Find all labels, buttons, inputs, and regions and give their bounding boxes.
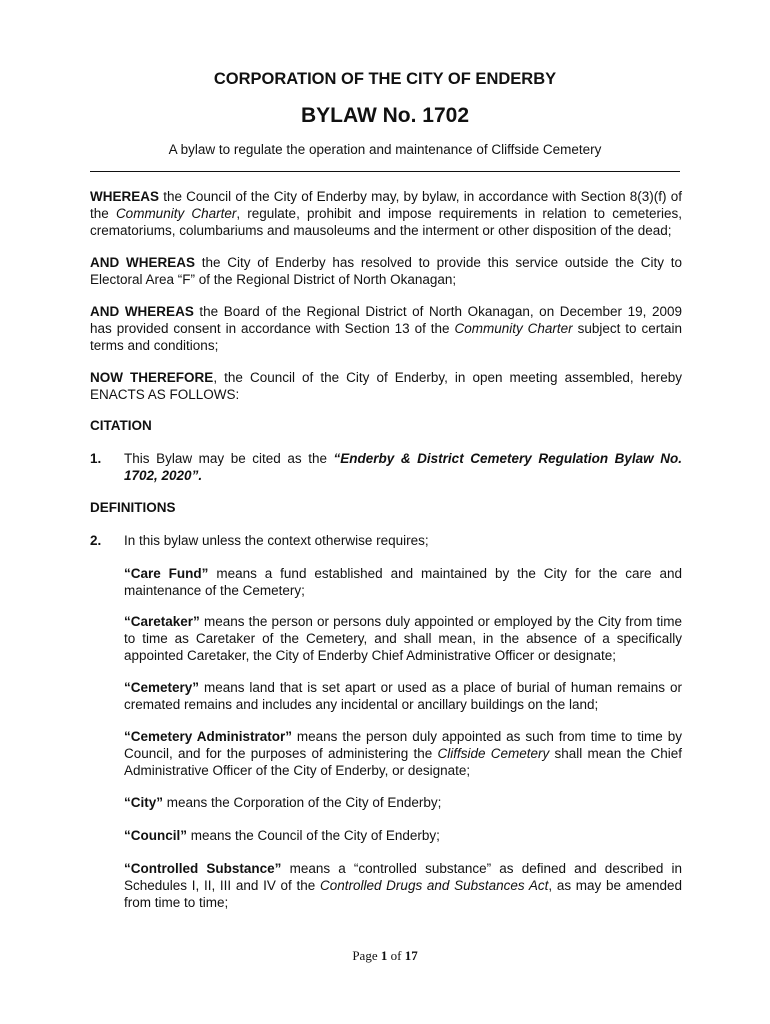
and-whereas-charter-ref: Community Charter [454, 320, 573, 336]
page-footer [0, 948, 770, 964]
definition-cemetery-text: means land that is set apart or used as a place of burial of human remains or cremated remains and includes any incidental or ancillary buildings on the land; [124, 680, 682, 712]
term-cemetery-administrator: “Cemetery Administrator” [124, 729, 292, 744]
citation-heading: CITATION [90, 418, 152, 433]
corporation-title: CORPORATION OF THE CITY OF ENDERBY [213, 70, 557, 88]
definition-caretaker-text: means the person or persons duly appointed or employed by the City from time to time as Caretaker of the Cemetery, and shall mean, in the absence of a specifically appointed Caretaker, the City of Enderby Chief Administrative Officer or designate; [124, 614, 682, 663]
term-city: “City” [124, 795, 164, 810]
citation-bylaw-title: “Enderby & District Cemetery Regulation Bylaw No. 1702, 2020”. [124, 451, 682, 483]
and-whereas-lead-2: AND WHEREAS [90, 304, 194, 319]
definition-caretaker [124, 614, 682, 664]
section-number-2: 2. [90, 533, 102, 548]
definition-council [124, 828, 682, 845]
controlled-drugs-act-ref: Controlled Drugs and Substances Act [319, 877, 549, 893]
definition-cemetery-admin-text-2: shall mean the Chief Administrative Officer of the City of Enderby, or designate; [124, 745, 682, 778]
definition-city-text: means the Corporation of the City of Enderby; [163, 795, 442, 810]
citation-lead-text: This Bylaw may be cited as the [124, 451, 334, 466]
citation-text [124, 451, 682, 485]
whereas-paragraph-2 [90, 255, 682, 289]
definition-care-fund-text: means a fund established and maintained by the City for the care and maintenance of the Cemetery; [124, 566, 682, 598]
term-council: “Council” [124, 828, 187, 843]
page-label: Page [352, 948, 378, 963]
definitions-intro: In this bylaw unless the context otherwise requires; [124, 533, 429, 548]
term-cemetery: “Cemetery” [124, 680, 200, 695]
whereas-paragraph-3 [90, 304, 682, 354]
definition-council-text: means the Council of the City of Enderby; [187, 828, 440, 843]
definition-controlled-substance-text-1: means a “controlled substance” as defined and described in Schedules I, II, III and IV of the [124, 861, 683, 893]
section-number-1: 1. [90, 451, 102, 466]
definition-city [124, 795, 682, 812]
definition-cemetery-administrator [124, 729, 682, 779]
definition-cemetery-admin-text-1: means the person duly appointed as such from time to time by Council, and for the purposes of administering the [124, 729, 682, 761]
bylaw-description: A bylaw to regulate the operation and maintenance of Cliffside Cemetery [168, 142, 602, 157]
now-therefore-lead: NOW THEREFORE [90, 370, 214, 385]
now-therefore-text: , the Council of the City of Enderby, in open meeting assembled, hereby ENACTS AS FOLLOWS: [90, 370, 682, 402]
cliffside-cemetery-ref: Cliffside Cemetery [437, 745, 550, 761]
whereas-charter-ref: Community Charter [115, 205, 237, 221]
current-page-number: 1 [380, 948, 388, 963]
definition-controlled-substance [124, 861, 682, 911]
definition-care-fund [124, 566, 682, 600]
and-whereas-text: the City of Enderby has resolved to provide this service outside the City to Electoral Area “F” of the Regional District of North Okanagan; [90, 255, 682, 287]
term-care-fund: “Care Fund” [124, 566, 209, 581]
whereas-paragraph-1 [90, 189, 682, 239]
definition-controlled-substance-text-2: , as may be amended from time to time; [124, 877, 682, 910]
now-therefore-paragraph [90, 370, 682, 404]
whereas-text-2: , regulate, prohibit and impose requirements in relation to cemeteries, crematoriums, columbariums and mausoleums and the interment or other disposition of the dead; [90, 205, 682, 238]
whereas-text-1: the Council of the City of Enderby may, by bylaw, in accordance with Section 8(3)(f) of the [90, 189, 682, 221]
term-controlled-substance: “Controlled Substance” [124, 861, 282, 876]
of-label: of [390, 948, 402, 963]
and-whereas-lead: AND WHEREAS [90, 255, 196, 270]
total-pages: 17 [404, 948, 418, 963]
and-whereas-text-2a: the Board of the Regional District of North Okanagan, on December 19, 2009 has provided consent in accordance with Section 13 of the [90, 304, 682, 336]
and-whereas-text-2b: subject to certain terms and conditions; [90, 320, 682, 353]
bylaw-number-title: BYLAW No. 1702 [300, 104, 470, 127]
definition-cemetery [124, 680, 682, 714]
whereas-lead: WHEREAS [90, 189, 160, 204]
header-divider [90, 171, 680, 172]
term-caretaker: “Caretaker” [124, 614, 200, 629]
definitions-heading: DEFINITIONS [90, 500, 176, 515]
